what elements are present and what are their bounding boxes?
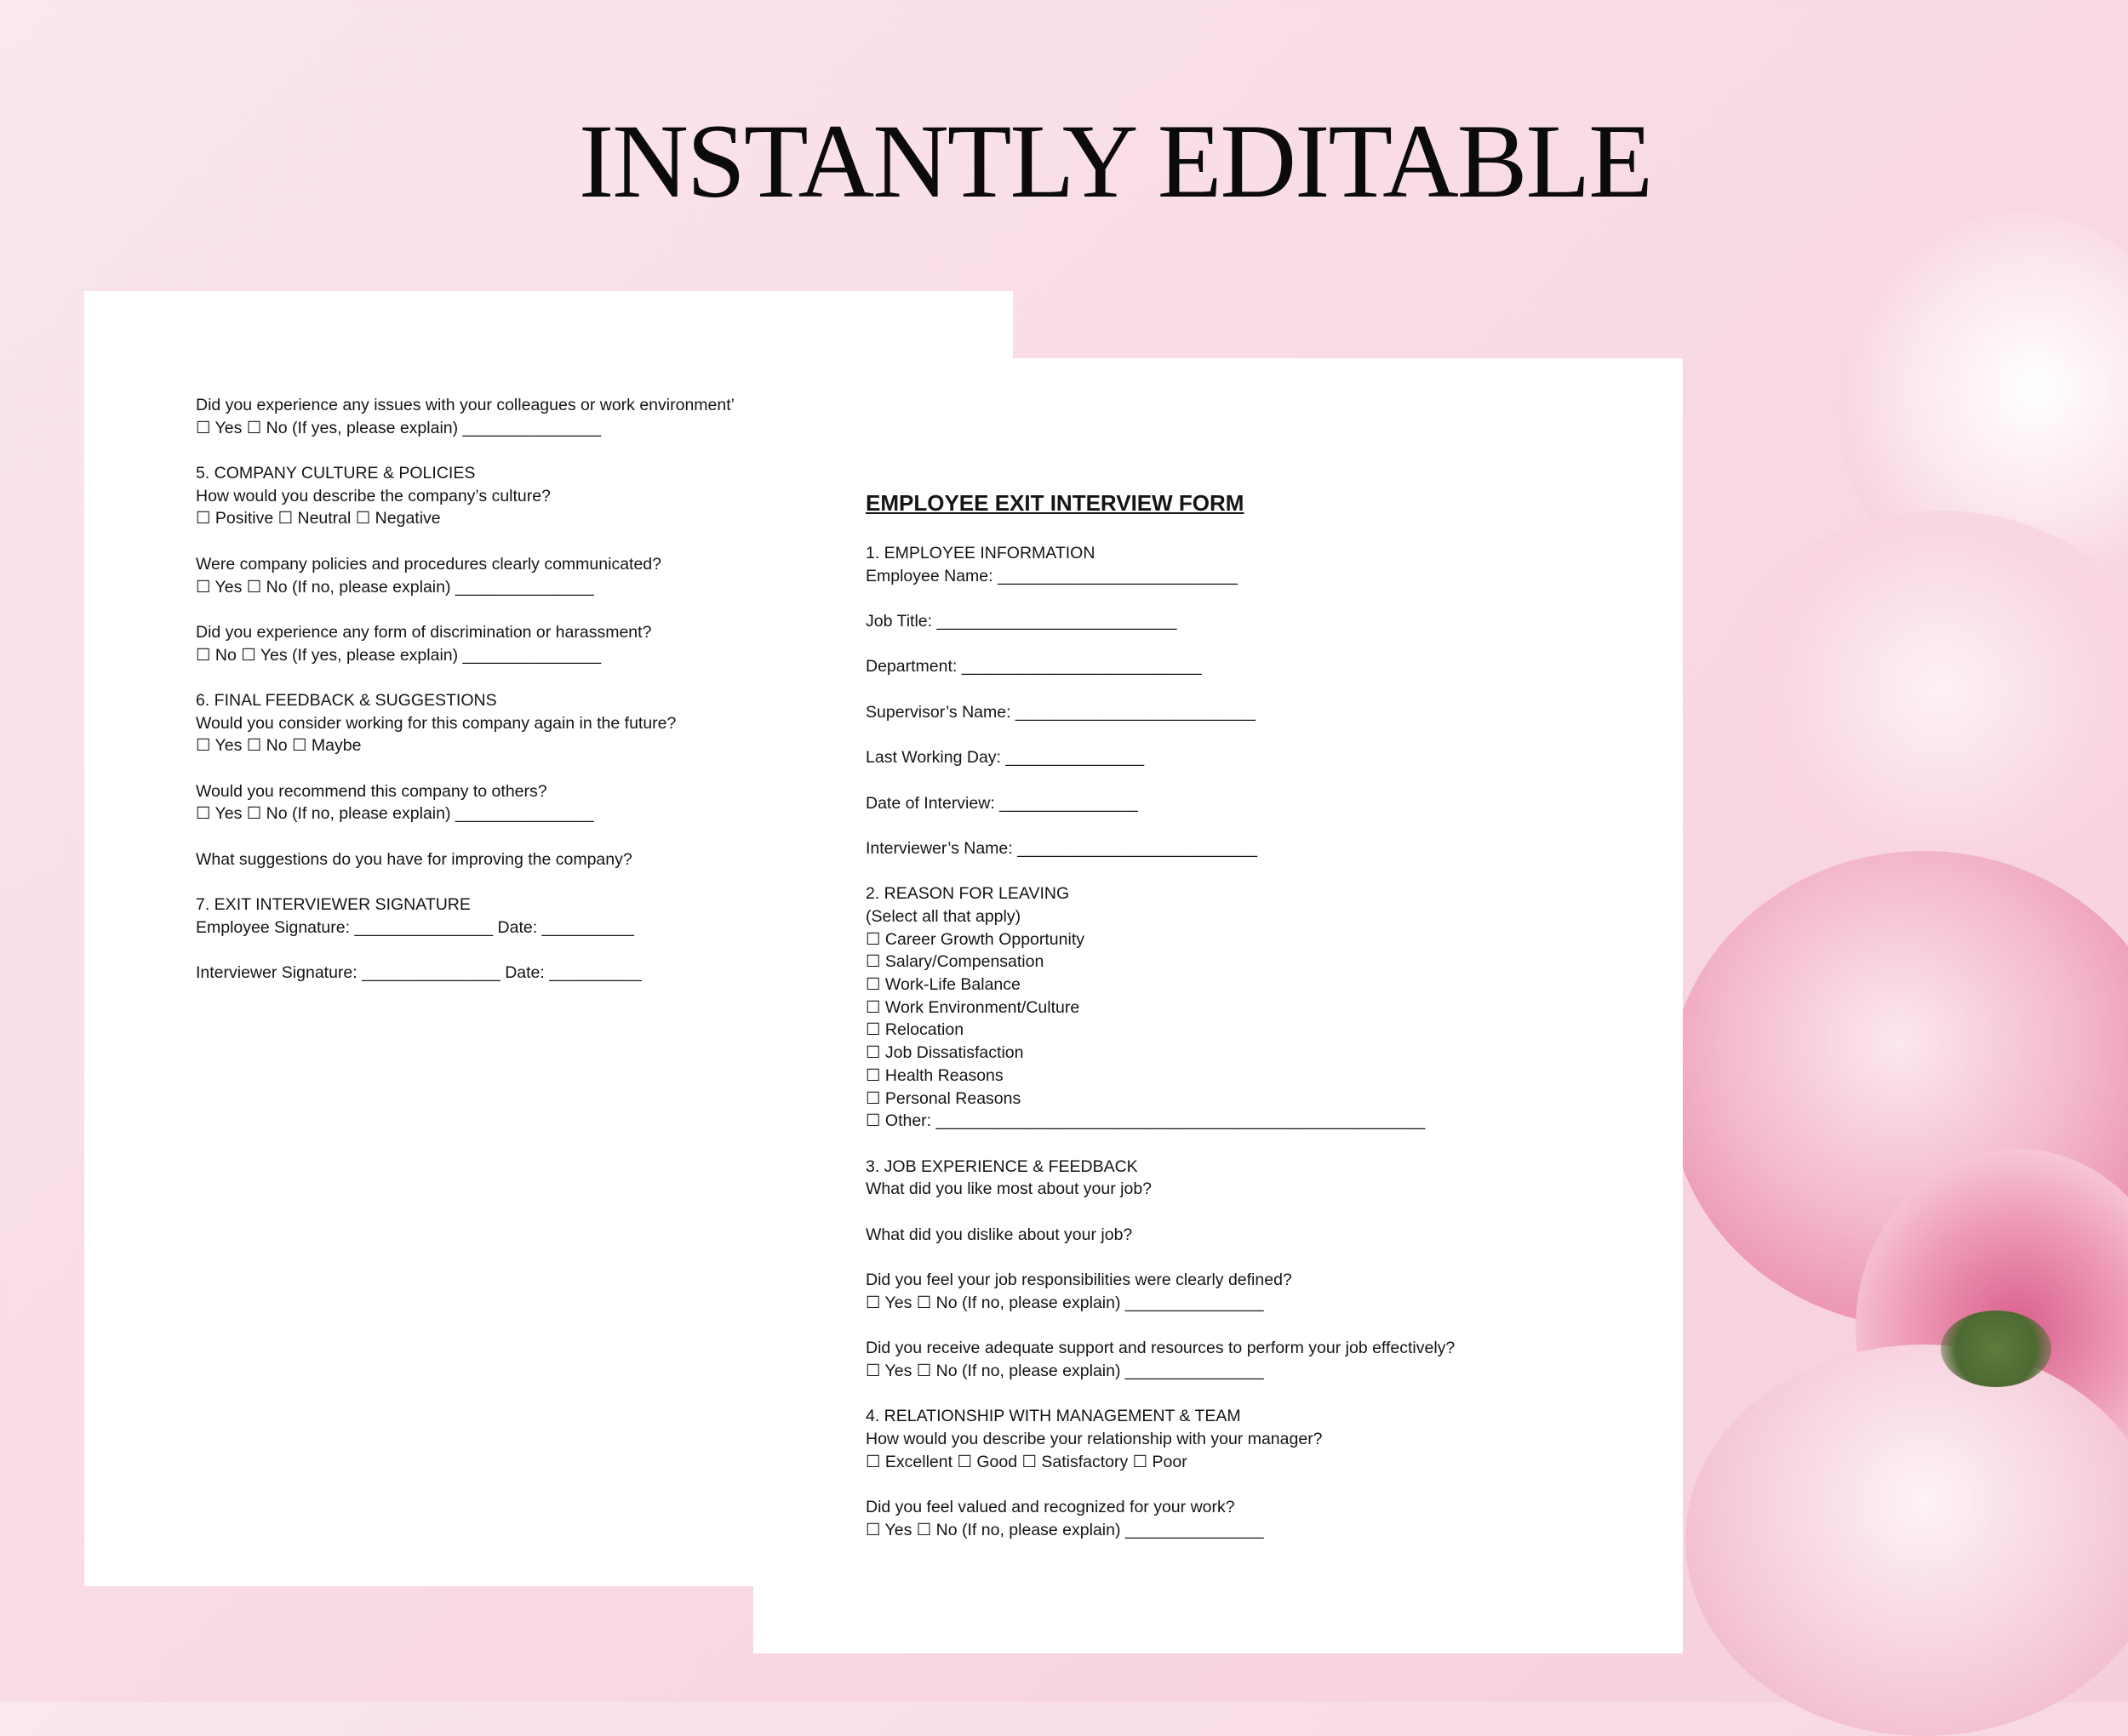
spacer xyxy=(866,814,1455,837)
form-line: Did you feel valued and recognized for your work? xyxy=(866,1497,1235,1516)
spacer xyxy=(866,587,1455,610)
spacer xyxy=(866,633,1455,656)
form-line: Department: __________________________ xyxy=(866,657,1202,677)
form-line: Would you consider working for this company again in the future? xyxy=(196,713,677,733)
form-line: Would you recommend this company to others? xyxy=(196,781,547,801)
spacer xyxy=(866,724,1455,747)
form-line: ☐ Salary/Compensation xyxy=(866,952,1044,972)
form-line: 3. JOB EXPERIENCE & FEEDBACK xyxy=(866,1156,1138,1176)
form-page-1-text xyxy=(866,490,1456,1541)
form-line: ☐ Career Growth Opportunity xyxy=(866,929,1084,949)
spacer xyxy=(866,860,1455,883)
form-line: 7. EXIT INTERVIEWER SIGNATURE xyxy=(196,895,471,915)
spacer xyxy=(866,1382,1455,1405)
form-line: ☐ Other: _____________________________________________________ xyxy=(866,1111,1426,1131)
form-line: 6. FINAL FEEDBACK & SUGGESTIONS xyxy=(196,690,497,710)
form-line: ☐ Yes ☐ No (If no, please explain) _______________ xyxy=(196,577,594,597)
form-line: 1. EMPLOYEE INFORMATION xyxy=(866,544,1095,562)
form-line: Employee Signature: _______________ Date: __________ xyxy=(196,917,635,937)
spacer xyxy=(866,769,1455,792)
form-line: ☐ Job Dissatisfaction xyxy=(866,1043,1024,1063)
form-line: 4. RELATIONSHIP WITH MANAGEMENT & TEAM xyxy=(866,1407,1241,1426)
spacer xyxy=(866,1201,1455,1224)
form-title: EMPLOYEE EXIT INTERVIEW FORM xyxy=(866,490,1244,516)
form-line: ☐ Yes ☐ No (If yes, please explain) _______________ xyxy=(196,418,602,437)
form-line: Interviewer’s Name: __________________________ xyxy=(866,838,1258,858)
form-line: ☐ Relocation xyxy=(866,1020,964,1040)
form-line: ☐ Health Reasons xyxy=(866,1065,1004,1085)
form-line: 2. REASON FOR LEAVING xyxy=(866,884,1070,904)
form-line: Did you receive adequate support and resources to perform your job effectively? xyxy=(866,1339,1456,1358)
form-line: ☐ Positive ☐ Neutral ☐ Negative xyxy=(196,509,441,528)
form-line: ☐ Yes ☐ No ☐ Maybe xyxy=(196,736,362,756)
form-line: Date of Interview: _______________ xyxy=(866,793,1138,813)
form-line: Did you experience any form of discrimination or harassment? xyxy=(196,622,652,642)
form-line: ☐ Yes ☐ No (If no, please explain) _______________ xyxy=(196,804,594,824)
form-line: ☐ No ☐ Yes (If yes, please explain) _______________ xyxy=(196,645,602,665)
form-line: Supervisor’s Name: __________________________ xyxy=(866,702,1256,722)
form-line: Job Title: __________________________ xyxy=(866,612,1177,631)
form-line: How would you describe your relationship with your manager? xyxy=(866,1429,1323,1448)
form-line: ☐ Excellent ☐ Good ☐ Satisfactory ☐ Poor xyxy=(866,1452,1187,1471)
form-line: How would you describe the company’s culture? xyxy=(196,486,551,505)
form-line: ☐ Personal Reasons xyxy=(866,1088,1021,1108)
form-line: 5. COMPANY CULTURE & POLICIES xyxy=(196,464,476,483)
spacer xyxy=(866,1473,1455,1496)
spacer xyxy=(196,825,735,848)
spacer xyxy=(866,678,1455,701)
spacer xyxy=(196,666,735,689)
spacer xyxy=(196,530,735,553)
spacer xyxy=(196,757,735,780)
form-line: ☐ Yes ☐ No (If no, please explain) _______________ xyxy=(866,1293,1264,1312)
spacer xyxy=(866,1246,1455,1269)
spacer xyxy=(196,439,735,462)
spacer xyxy=(866,1133,1455,1156)
spacer xyxy=(196,939,735,962)
form-line: (Select all that apply) xyxy=(866,907,1021,926)
form-line: What did you dislike about your job? xyxy=(866,1225,1133,1244)
form-line: Did you experience any issues with your colleagues or work environment’ xyxy=(196,396,735,414)
form-line: Were company policies and procedures clearly communicated? xyxy=(196,554,661,574)
form-line: Interviewer Signature: _______________ Date: __________ xyxy=(196,963,642,983)
spacer xyxy=(196,871,735,894)
form-line: ☐ Work Environment/Culture xyxy=(866,997,1080,1017)
spacer xyxy=(196,598,735,621)
form-line: What suggestions do you have for improving the company? xyxy=(196,849,632,869)
form-line: Did you feel your job responsibilities were clearly defined? xyxy=(866,1271,1292,1289)
form-line: Last Working Day: _______________ xyxy=(866,748,1145,768)
form-line: What did you like most about your job? xyxy=(866,1179,1153,1199)
form-line: ☐ Yes ☐ No (If no, please explain) _______________ xyxy=(866,1361,1264,1380)
spacer xyxy=(866,1314,1455,1337)
form-line: Employee Name: __________________________ xyxy=(866,566,1238,585)
form-page-2-text xyxy=(196,394,735,985)
form-line: ☐ Work-Life Balance xyxy=(866,975,1021,995)
form-line: ☐ Yes ☐ No (If no, please explain) _______________ xyxy=(866,1520,1264,1539)
headline: INSTANTLY EDITABLE xyxy=(579,103,1651,220)
